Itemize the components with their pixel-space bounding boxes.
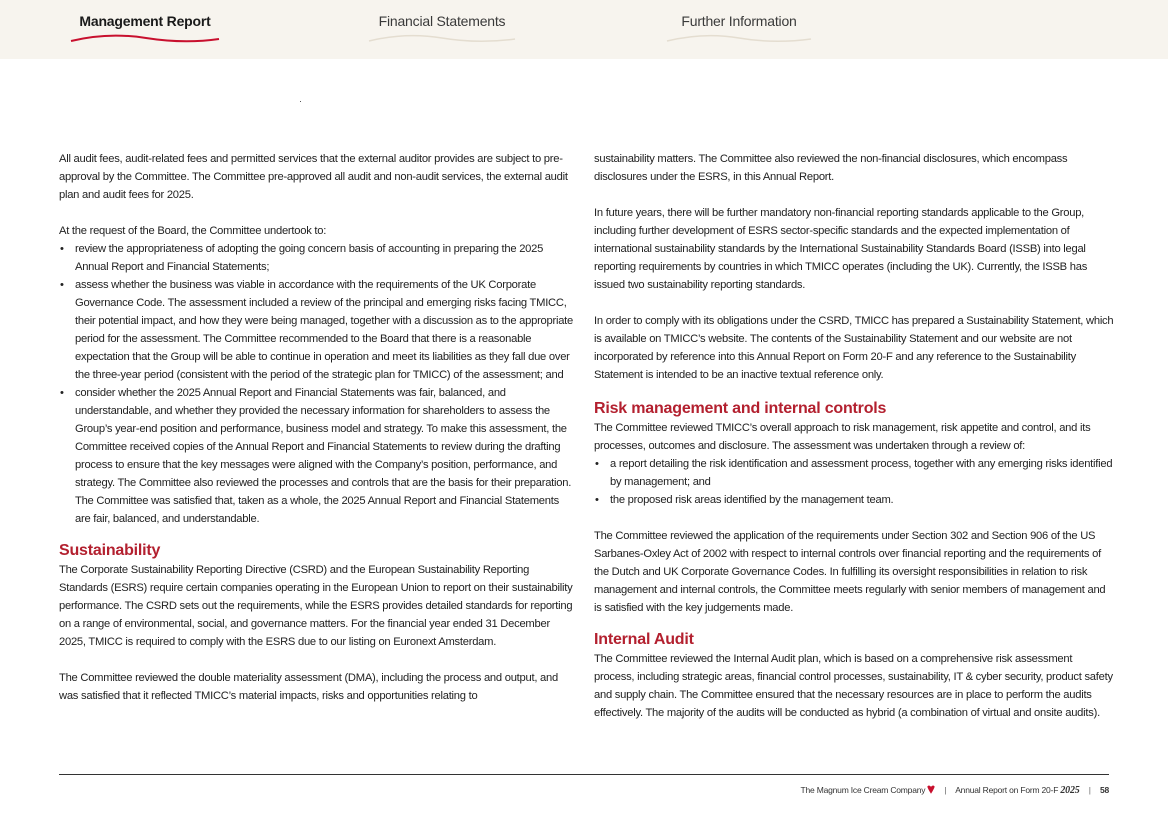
paragraph-sox: The Committee reviewed the application of the requirements under Section 302 and Section 906 of the US Sarbanes-Oxley Act of 2002 with respect to internal controls over financial reporting and the requirements of the Dutch and UK Corporate Governance Codes. In fulfilling its oversight responsibilities in relation to risk management and internal controls, the Committee meets regularly with senior members of management and is satisfied with the key judgements made. <box>594 530 1106 614</box>
paragraph-sustainability-matters: sustainability matters. The Committee also reviewed the non-financial disclosures, which encompass disclosures under the ESRS, in this Annual Report. <box>594 153 1068 183</box>
footer-separator: | <box>1088 785 1091 795</box>
active-tab-underline <box>68 32 222 46</box>
page-number: 58 <box>1099 785 1109 795</box>
list-item: • review the appropriateness of adopting the going concern basis of accounting in preparing the 2025 Annual Report and Financial Statements; <box>59 240 574 276</box>
footer-divider <box>59 774 1109 775</box>
list-item: • a report detailing the risk identification and assessment process, together with any emerging risks identified by management; and <box>594 455 1114 491</box>
tab-label: Management Report <box>79 13 211 29</box>
list-item: • assess whether the business was viable in accordance with the requirements of the UK Corporate Governance Code. The assessment included a review of the principal and emerging risks facing TMICC, their potential impact, and how they were being managed, together with a discussion as to the appropriate period for the assessment. The Committee recommended to the Board that there is a reasonable expectation that the Group will be able to continue in operation and meet its liabilities as they fall due over the three-year period (consistent with the period of the strategic plan for TMICC) of the assessment; and <box>59 276 574 384</box>
footer-company-name: The Magnum Ice Cream Company <box>800 785 926 795</box>
page-footer <box>801 784 1109 797</box>
tab-label: Further Information <box>681 13 797 29</box>
top-navigation-bar <box>0 0 1168 59</box>
bullet-list-risk-review <box>594 455 1114 509</box>
heading-risk-management: Risk management and internal controls <box>594 400 887 417</box>
bullet-list-committee-tasks <box>59 240 574 528</box>
stray-dot <box>300 101 301 102</box>
tab-further-information[interactable] <box>664 12 814 52</box>
left-column <box>59 150 574 705</box>
right-column <box>594 150 1114 722</box>
tab-underline <box>664 32 814 46</box>
footer-report-name: Annual Report on Form 20-F <box>955 785 1059 795</box>
paragraph-future-standards: In future years, there will be further mandatory non-financial reporting standards applicable to the Group, including further development of ESRS sector-specific standards and the expected implementation of international sustainability standards by the International Sustainability Standards Board (ISSB) into legal reporting requirements by countries in which TMICC operates (including the UK). Currently, the ISSB has issued two sustainability reporting standards. <box>594 207 1088 291</box>
heading-internal-audit: Internal Audit <box>594 631 694 648</box>
paragraph-csrd-compliance: In order to comply with its obligations under the CSRD, TMICC has prepared a Sustainability Statement, which is available on TMICC’s website. The contents of the Sustainability Statement and our website are not incorporated by reference into this Annual Report on Form 20-F and any reference to the Sustainability Statement is intended to be an inactive textual reference only. <box>594 315 1114 381</box>
paragraph-internal-audit: The Committee reviewed the Internal Audit plan, which is based on a comprehensive risk assessment process, including strategic areas, financial control processes, sustainability, IT & cyber security, product safety and supply chain. The Committee ensured that the necessary resources are in place to perform the audits effectively. The majority of the audits will be conducted as hybrid (a combination of virtual and onsite audits). <box>594 653 1113 719</box>
heading-sustainability: Sustainability <box>59 542 161 559</box>
tab-label: Financial Statements <box>378 13 506 29</box>
footer-year: 2025 <box>1060 785 1080 796</box>
paragraph-dma: The Committee reviewed the double materiality assessment (DMA), including the process and output, and was satisfied that it reflected TMICC’s material impacts, risks and opportunities relating to <box>59 672 558 702</box>
list-item: • consider whether the 2025 Annual Report and Financial Statements was fair, balanced, and understandable, and whether they provided the necessary information for shareholders to assess the Group’s year-end position and performance, business model and strategy. To make this assessment, the Committee received copies of the Annual Report and Financial Statements to review during the drafting process to ensure that the key messages were aligned with the Company’s position, performance, and strategy. The Committee also reviewed the processes and controls that are the basis for their preparation. The Committee was satisfied that, taken as a whole, the 2025 Annual Report and Financial Statements are fair, balanced, and understandable. <box>59 384 574 528</box>
tab-financial-statements[interactable] <box>366 12 518 52</box>
paragraph-board-request: At the request of the Board, the Committee undertook to: <box>59 225 327 237</box>
tab-management-report[interactable] <box>68 12 222 52</box>
paragraph-csrd: The Corporate Sustainability Reporting Directive (CSRD) and the European Sustainability Reporting Standards (ESRS) require certain companies operating in the European Union to report on their sustainability performance. The CSRD sets out the requirements, while the ESRS provides detailed standards for reporting on a range of environmental, social, and governance matters. For the financial year ended 31 December 2025, TMICC is required to comply with the ESRS due to our listing on Euronext Amsterdam. <box>59 564 573 648</box>
paragraph-risk-approach: The Committee reviewed TMICC’s overall approach to risk management, risk appetite and control, and its processes, outcomes and disclosure. The assessment was undertaken through a review of: <box>594 422 1091 452</box>
list-item: • the proposed risk areas identified by the management team. <box>594 491 1114 509</box>
footer-separator: | <box>944 785 947 795</box>
heart-logo-icon <box>927 785 935 797</box>
paragraph-audit-fees: All audit fees, audit-related fees and permitted services that the external auditor provides are subject to pre-approval by the Committee. The Committee pre-approved all audit and non-audit services, the external audit plan and audit fees for 2025. <box>59 153 568 201</box>
tab-underline <box>366 32 518 46</box>
